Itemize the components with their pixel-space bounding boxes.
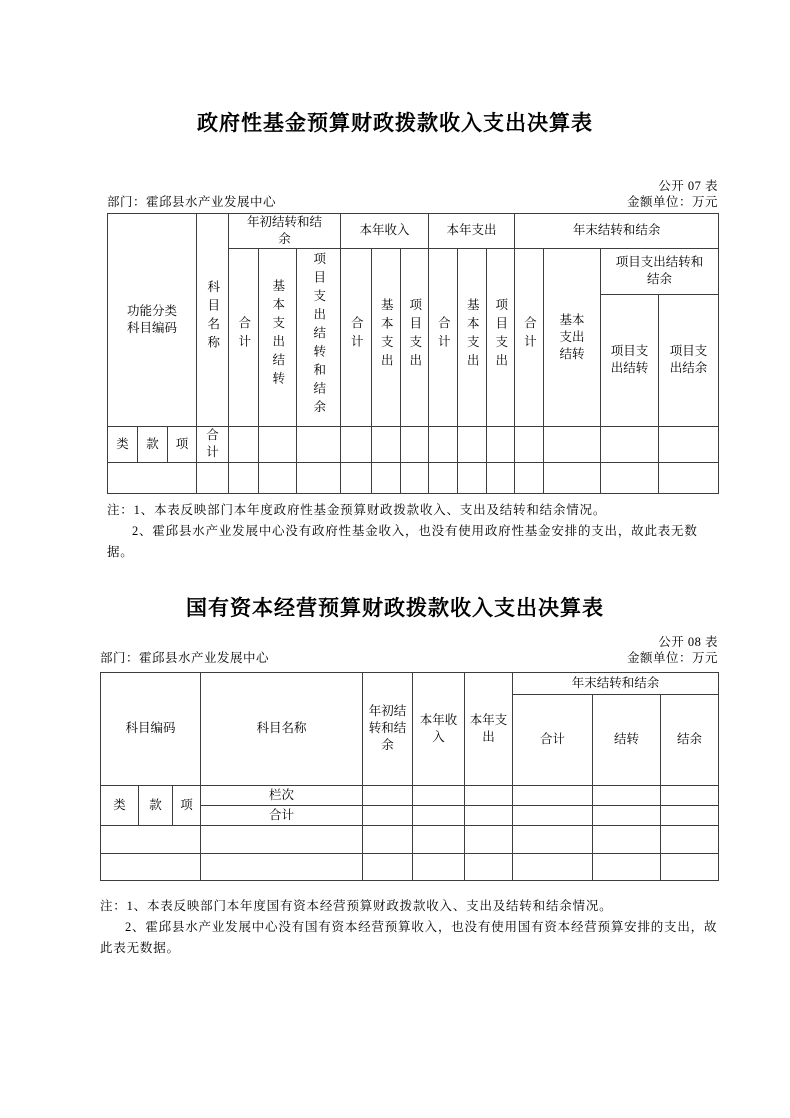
- total-row-label: 合计: [201, 805, 363, 825]
- empty-data-cell: [413, 785, 465, 805]
- gov-fund-total-row: [108, 426, 719, 462]
- empty-data-cell: [363, 805, 413, 825]
- empty-data-cell: [544, 426, 601, 462]
- gov-fund-note-2: 2、霍邱县水产业发展中心没有政府性基金收入，也没有使用政府性基金安排的支出，故此表无数据。: [107, 523, 698, 559]
- soc-empty-row: [101, 853, 719, 880]
- soc-section: [100, 634, 718, 959]
- empty-data-cell: [661, 853, 719, 880]
- gov-fund-note-1: 注：1、本表反映部门本年度政府性基金预算财政拨款收入、支出及结转和结余情况。: [107, 502, 607, 517]
- empty-data-cell: [413, 825, 465, 853]
- empty-data-cell: [465, 825, 513, 853]
- empty-data-cell: [429, 462, 458, 493]
- gov-fund-table: [107, 213, 719, 494]
- th-expense-total: 合计: [429, 248, 458, 426]
- empty-data-cell: [201, 853, 363, 880]
- empty-data-cell: [544, 462, 601, 493]
- th-begin-year-balance: 年初结转和结余: [229, 214, 341, 249]
- empty-data-cell: [601, 462, 659, 493]
- th-cat-section: 款: [139, 785, 173, 825]
- empty-data-cell: [429, 426, 458, 462]
- th-cat-item: 项: [168, 426, 197, 462]
- soc-table: [100, 672, 719, 881]
- soc-band-row: [101, 785, 719, 805]
- soc-table-title: 国有资本经营预算财政拨款收入支出决算表: [186, 596, 604, 620]
- empty-data-cell: [515, 462, 544, 493]
- empty-data-cell: [458, 426, 487, 462]
- th-current-year-income: 本年收入: [341, 214, 429, 249]
- gov-fund-notes: [107, 500, 718, 563]
- th-begin-basic-expense-carryover: 基本支出结转: [259, 248, 297, 426]
- empty-data-cell: [601, 426, 659, 462]
- empty-data-cell: [458, 462, 487, 493]
- empty-data-cell: [297, 426, 341, 462]
- th-current-year-income: 本年收入: [413, 672, 465, 785]
- empty-data-cell: [659, 426, 719, 462]
- th-begin-project-carryover-balance: 项目支出结转和结余: [297, 248, 341, 426]
- soc-empty-row: [101, 825, 719, 853]
- gov-fund-meta-row: [107, 194, 718, 210]
- empty-data-cell: [659, 462, 719, 493]
- th-end-project-balance: 项目支出结余: [659, 294, 719, 426]
- th-end-total: 合计: [515, 248, 544, 426]
- th-expense-project-expense: 项目支出: [487, 248, 515, 426]
- gov-fund-empty-row: [108, 462, 719, 493]
- th-current-year-expense: 本年支出: [465, 672, 513, 785]
- empty-data-cell: [197, 462, 229, 493]
- gov-fund-unit: 金额单位：万元: [626, 195, 718, 209]
- th-current-year-expense: 本年支出: [429, 214, 515, 249]
- total-row-label: 合计: [197, 426, 229, 462]
- empty-data-cell: [363, 853, 413, 880]
- band-row-label: 栏次: [201, 785, 363, 805]
- th-func-class-code: 功能分类科目编码: [108, 214, 197, 427]
- empty-data-cell: [372, 462, 401, 493]
- soc-meta-row: [100, 650, 718, 666]
- empty-data-cell: [661, 785, 719, 805]
- th-income-basic-expense: 基本支出: [372, 248, 401, 426]
- gov-fund-header-group-row: [108, 214, 719, 249]
- th-income-project-expense: 项目支出: [401, 248, 429, 426]
- soc-unit: 金额单位：万元: [626, 650, 718, 665]
- empty-data-cell: [297, 462, 341, 493]
- empty-data-cell: [372, 426, 401, 462]
- empty-data-cell: [487, 426, 515, 462]
- empty-data-cell: [229, 462, 259, 493]
- empty-data-cell: [593, 805, 661, 825]
- empty-code-cell: [108, 462, 197, 493]
- empty-data-cell: [341, 462, 372, 493]
- empty-data-cell: [413, 853, 465, 880]
- th-expense-basic-expense: 基本支出: [458, 248, 487, 426]
- empty-data-cell: [259, 426, 297, 462]
- empty-data-cell: [661, 805, 719, 825]
- empty-data-cell: [401, 426, 429, 462]
- soc-note-2: 2、霍邱县水产业发展中心没有国有资本经营预算收入，也没有使用国有资本经营预算安排的支出，故此表无数据。: [100, 919, 718, 955]
- empty-data-cell: [465, 805, 513, 825]
- empty-data-cell: [465, 853, 513, 880]
- empty-code-cell: [101, 853, 201, 880]
- th-subject-name: 科目名称: [201, 672, 363, 785]
- empty-data-cell: [341, 426, 372, 462]
- th-end-year-balance: 年末结转和结余: [515, 214, 719, 249]
- gov-fund-section: [107, 178, 718, 563]
- th-end-project-carryover-balance: 项目支出结转和结余: [601, 248, 719, 294]
- th-begin-year-balance: 年初结转和结余: [363, 672, 413, 785]
- th-end-basic-expense-carryover: 基本支出结转: [544, 248, 601, 426]
- th-end-year-balance: 年末结转和结余: [513, 672, 719, 694]
- gov-fund-table-title: 政府性基金预算财政拨款收入支出决算表: [197, 112, 593, 135]
- th-cat-section: 款: [138, 426, 168, 462]
- empty-data-cell: [513, 805, 593, 825]
- empty-data-cell: [487, 462, 515, 493]
- th-cat-class: 类: [108, 426, 138, 462]
- th-end-carryover: 结转: [593, 694, 661, 785]
- empty-data-cell: [363, 785, 413, 805]
- th-end-project-carryover: 项目支出结转: [601, 294, 659, 426]
- gov-fund-department: 部门：霍邱县水产业发展中心: [107, 195, 277, 209]
- soc-notes: [100, 896, 718, 959]
- empty-data-cell: [363, 825, 413, 853]
- empty-data-cell: [401, 462, 429, 493]
- soc-department: 部门：霍邱县水产业发展中心: [100, 650, 270, 665]
- empty-data-cell: [513, 785, 593, 805]
- th-cat-item: 项: [173, 785, 201, 825]
- empty-code-cell: [101, 825, 201, 853]
- soc-note-1: 注：1、本表反映部门本年度国有资本经营预算财政拨款收入、支出及结转和结余情况。: [100, 898, 613, 913]
- th-end-balance: 结余: [661, 694, 719, 785]
- soc-sheet-number: 公开 08 表: [658, 634, 718, 649]
- th-subject-name: 科目名称: [197, 214, 229, 427]
- empty-data-cell: [661, 825, 719, 853]
- gov-fund-sheet-number: 公开 07 表: [658, 179, 718, 193]
- empty-data-cell: [229, 426, 259, 462]
- th-cat-class: 类: [101, 785, 139, 825]
- th-end-total: 合计: [513, 694, 593, 785]
- empty-data-cell: [593, 853, 661, 880]
- empty-data-cell: [593, 825, 661, 853]
- empty-data-cell: [513, 825, 593, 853]
- th-subject-code: 科目编码: [101, 672, 201, 785]
- empty-data-cell: [259, 462, 297, 493]
- empty-data-cell: [515, 426, 544, 462]
- th-income-total: 合计: [341, 248, 372, 426]
- empty-data-cell: [513, 853, 593, 880]
- empty-data-cell: [413, 805, 465, 825]
- soc-header-group-row: [101, 672, 719, 694]
- empty-data-cell: [593, 785, 661, 805]
- empty-data-cell: [465, 785, 513, 805]
- empty-data-cell: [201, 825, 363, 853]
- th-begin-total: 合计: [229, 248, 259, 426]
